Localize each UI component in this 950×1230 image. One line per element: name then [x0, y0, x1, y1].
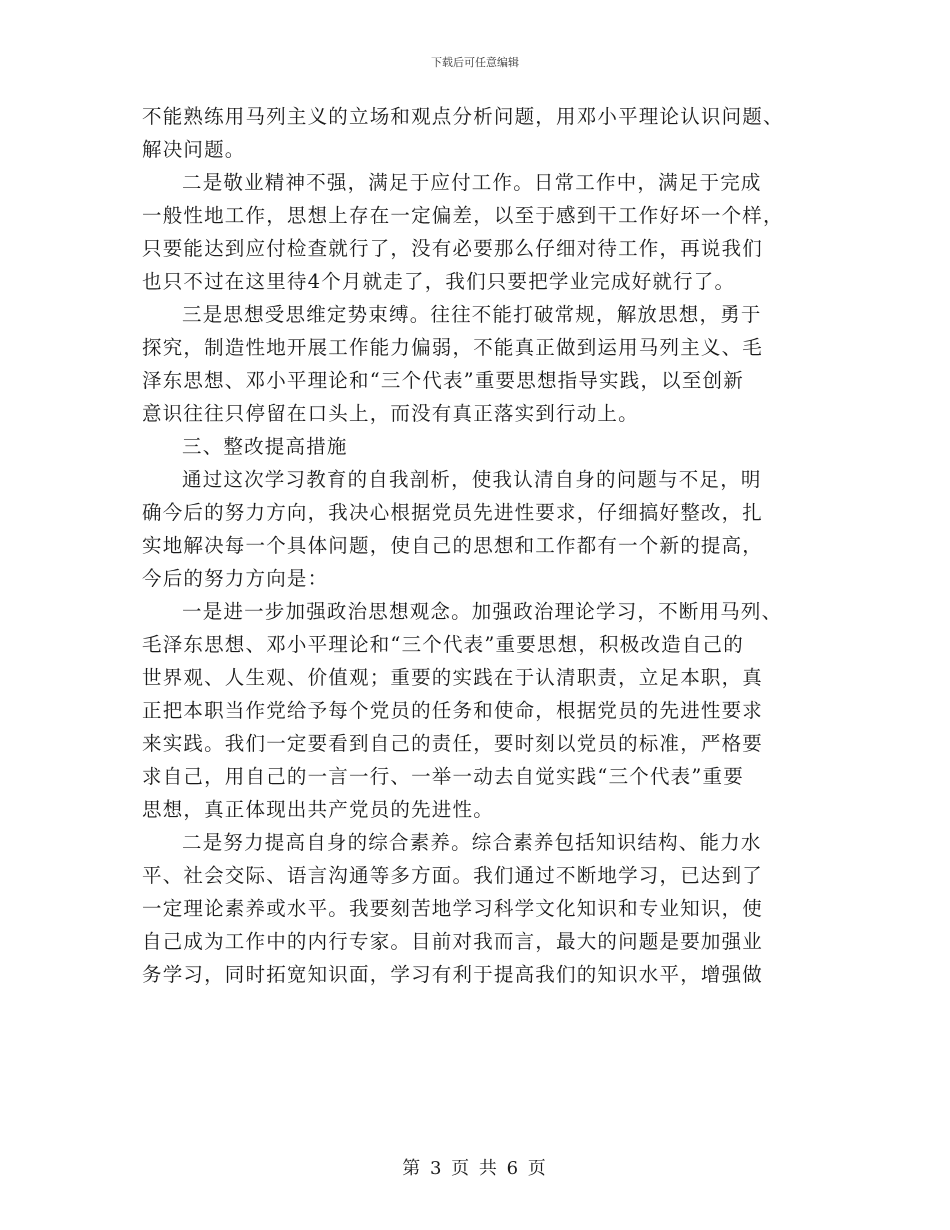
- document-body: [142, 100, 812, 991]
- paragraph-line: 探究，制造性地开展工作能力偏弱，不能真正做到运用马列主义、毛: [142, 336, 764, 359]
- page-number-footer: 第 3 页 共 6 页: [402, 1158, 548, 1179]
- paragraph-line: 自己成为工作中的内行专家。目前对我而言，最大的问题是要加强业: [142, 930, 764, 953]
- paragraph-line: 一般性地工作，思想上存在一定偏差，以至于感到干工作好坏一个样，: [142, 204, 784, 227]
- paragraph-line: 今后的努力方向是：: [142, 567, 329, 590]
- paragraph-line: 确今后的努力方向，我决心根据党员先进性要求，仔细搞好整改，扎: [142, 501, 764, 524]
- paragraph-line: 求自己，用自己的一言一行、一举一动去自觉实践“三个代表”重要: [142, 765, 744, 788]
- page-header: 下载后可任意编辑: [431, 56, 519, 69]
- paragraph-line: 一定理论素养或水平。我要刻苦地学习科学文化知识和专业知识，使: [142, 897, 764, 920]
- paragraph-line: 也只不过在这里待4个月就走了，我们只要把学业完成好就行了。: [142, 270, 736, 293]
- paragraph-line: 务学习，同时拓宽知识面，学习有利于提高我们的知识水平，增强做: [142, 963, 764, 986]
- paragraph-line: 毛泽东思想、邓小平理论和“三个代表”重要思想，积极改造自己的: [142, 633, 744, 656]
- paragraph-line: 二是努力提高自身的综合素养。综合素养包括知识结构、能力水: [182, 831, 762, 854]
- paragraph-line: 泽东思想、邓小平理论和“三个代表”重要思想指导实践，以至创新: [142, 369, 744, 392]
- paragraph-line: 不能熟练用马列主义的立场和观点分析问题，用邓小平理论认识问题、: [142, 105, 784, 128]
- paragraph-line: 世界观、人生观、价值观；重要的实践在于认清职责，立足本职，真: [142, 666, 764, 689]
- paragraph-line: 正把本职当作党给予每个党员的任务和使命，根据党员的先进性要求: [142, 699, 764, 722]
- paragraph-line: 平、社会交际、语言沟通等多方面。我们通过不断地学习，已达到了: [142, 864, 764, 887]
- paragraph-line: 来实践。我们一定要看到自己的责任，要时刻以党员的标准，严格要: [142, 732, 764, 755]
- paragraph-line: 三是思想受思维定势束缚。往往不能打破常规，解放思想，勇于: [182, 303, 762, 326]
- paragraph-line: 只要能达到应付检查就行了，没有必要那么仔细对待工作，再说我们: [142, 237, 764, 260]
- paragraph-line: 意识往往只停留在口头上，而没有真正落实到行动上。: [142, 402, 639, 425]
- paragraph-line: 实地解决每一个具体问题，使自己的思想和工作都有一个新的提高，: [142, 534, 764, 557]
- paragraph-line: 解决问题。: [142, 138, 246, 161]
- paragraph-line: 一是进一步加强政治思想观念。加强政治理论学习，不断用马列、: [182, 600, 783, 623]
- paragraph-line: 二是敬业精神不强，满足于应付工作。日常工作中，满足于完成: [182, 171, 762, 194]
- paragraph-line: 通过这次学习教育的自我剖析，使我认清自身的问题与不足，明: [182, 468, 762, 491]
- section-heading: 三、整改提高措施: [182, 435, 348, 458]
- paragraph-line: 思想，真正体现出共产党员的先进性。: [142, 798, 494, 821]
